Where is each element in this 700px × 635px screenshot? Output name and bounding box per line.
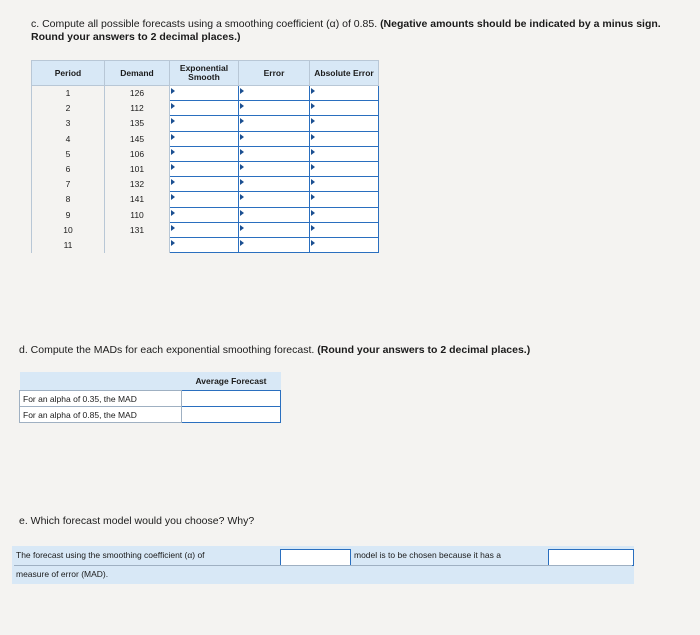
input-marker-icon	[240, 240, 244, 246]
error-input[interactable]	[239, 237, 310, 252]
input-marker-icon	[311, 210, 315, 216]
input-marker-icon	[240, 194, 244, 200]
exp-smooth-input[interactable]	[170, 146, 239, 161]
error-input[interactable]	[239, 192, 310, 207]
input-marker-icon	[240, 225, 244, 231]
table-row	[32, 86, 379, 101]
period-cell: 3	[32, 116, 105, 131]
error-input[interactable]	[239, 101, 310, 116]
absolute-error-input[interactable]	[310, 131, 379, 146]
error-input[interactable]	[239, 177, 310, 192]
input-marker-icon	[240, 149, 244, 155]
absolute-error-input[interactable]	[310, 177, 379, 192]
mad-header-average-forecast: Average Forecast	[182, 372, 281, 391]
absolute-error-input[interactable]	[310, 161, 379, 176]
sentence-divider	[14, 565, 632, 566]
mad-label-alpha-035: For an alpha of 0.35, the MAD	[20, 391, 182, 407]
input-marker-icon	[171, 225, 175, 231]
demand-cell: 110	[105, 207, 170, 222]
sentence-part-1: The forecast using the smoothing coefficient (α) of	[16, 550, 205, 560]
input-marker-icon	[240, 134, 244, 140]
smoothing-coefficient-input[interactable]	[280, 549, 351, 566]
period-cell: 7	[32, 177, 105, 192]
exp-smooth-input[interactable]	[170, 116, 239, 131]
input-marker-icon	[171, 103, 175, 109]
period-cell: 5	[32, 146, 105, 161]
mad-input-alpha-035[interactable]	[182, 391, 281, 407]
period-cell: 1	[32, 86, 105, 101]
header-period: Period	[32, 61, 105, 86]
input-marker-icon	[311, 164, 315, 170]
input-marker-icon	[240, 118, 244, 124]
error-input[interactable]	[239, 207, 310, 222]
absolute-error-input[interactable]	[310, 237, 379, 252]
input-marker-icon	[171, 118, 175, 124]
exp-smooth-input[interactable]	[170, 101, 239, 116]
table-row	[32, 192, 379, 207]
mad-table	[19, 372, 281, 423]
exp-smooth-input[interactable]	[170, 177, 239, 192]
demand-cell: 145	[105, 131, 170, 146]
part-c-text: c. Compute all possible forecasts using a smoothing coefficient (α) of 0.85.	[31, 18, 381, 30]
input-marker-icon	[311, 134, 315, 140]
table-row	[32, 116, 379, 131]
input-marker-icon	[240, 103, 244, 109]
input-marker-icon	[311, 149, 315, 155]
period-cell: 10	[32, 222, 105, 237]
part-c-bold-1: (Negative amounts should be indicated by a minus sign.	[380, 18, 661, 30]
input-marker-icon	[171, 194, 175, 200]
part-d-instructions	[19, 344, 530, 357]
mad-header-blank	[20, 372, 182, 391]
input-marker-icon	[240, 88, 244, 94]
table-row	[32, 101, 379, 116]
exp-smooth-input[interactable]	[170, 192, 239, 207]
input-marker-icon	[311, 103, 315, 109]
table-row	[32, 146, 379, 161]
absolute-error-input[interactable]	[310, 116, 379, 131]
header-error: Error	[239, 61, 310, 86]
input-marker-icon	[311, 194, 315, 200]
input-marker-icon	[171, 88, 175, 94]
input-marker-icon	[240, 210, 244, 216]
period-cell: 6	[32, 161, 105, 176]
period-cell: 4	[32, 131, 105, 146]
demand-cell: 106	[105, 146, 170, 161]
demand-cell: 101	[105, 161, 170, 176]
input-marker-icon	[311, 88, 315, 94]
demand-cell: 112	[105, 101, 170, 116]
forecast-table	[31, 60, 379, 253]
input-marker-icon	[171, 134, 175, 140]
exp-smooth-input[interactable]	[170, 222, 239, 237]
error-measure-input[interactable]	[548, 549, 634, 566]
exp-smooth-input[interactable]	[170, 86, 239, 101]
model-choice-sentence	[12, 546, 634, 584]
period-cell: 2	[32, 101, 105, 116]
demand-cell: 126	[105, 86, 170, 101]
sentence-part-3: measure of error (MAD).	[16, 569, 109, 579]
demand-cell: 131	[105, 222, 170, 237]
header-exponential-smooth	[170, 61, 239, 86]
table-row	[32, 237, 379, 252]
table-row	[32, 222, 379, 237]
error-input[interactable]	[239, 161, 310, 176]
input-marker-icon	[171, 210, 175, 216]
period-cell: 11	[32, 237, 105, 252]
table-row	[32, 177, 379, 192]
input-marker-icon	[311, 118, 315, 124]
exp-smooth-input[interactable]	[170, 237, 239, 252]
header-demand: Demand	[105, 61, 170, 86]
part-c-instructions	[31, 18, 671, 44]
absolute-error-input[interactable]	[310, 146, 379, 161]
error-input[interactable]	[239, 86, 310, 101]
absolute-error-input[interactable]	[310, 101, 379, 116]
mad-label-alpha-085: For an alpha of 0.85, the MAD	[20, 407, 182, 423]
error-input[interactable]	[239, 222, 310, 237]
input-marker-icon	[240, 179, 244, 185]
input-marker-icon	[311, 240, 315, 246]
input-marker-icon	[171, 240, 175, 246]
input-marker-icon	[311, 225, 315, 231]
input-marker-icon	[171, 164, 175, 170]
error-input[interactable]	[239, 131, 310, 146]
table-row	[32, 131, 379, 146]
part-e-question: e. Which forecast model would you choose? Why?	[19, 515, 255, 527]
input-marker-icon	[311, 179, 315, 185]
exp-smooth-input[interactable]	[170, 131, 239, 146]
exp-smooth-input[interactable]	[170, 161, 239, 176]
absolute-error-input[interactable]	[310, 222, 379, 237]
error-input[interactable]	[239, 116, 310, 131]
header-exp-line1: Exponential	[179, 63, 229, 73]
input-marker-icon	[171, 179, 175, 185]
period-cell: 9	[32, 207, 105, 222]
header-exp-line2: Smooth	[188, 72, 220, 82]
absolute-error-input[interactable]	[310, 86, 379, 101]
exp-smooth-input[interactable]	[170, 207, 239, 222]
demand-cell: 135	[105, 116, 170, 131]
demand-cell: 141	[105, 192, 170, 207]
sentence-part-2: model is to be chosen because it has a	[354, 550, 501, 560]
period-cell: 8	[32, 192, 105, 207]
table-row	[32, 161, 379, 176]
mad-input-alpha-085[interactable]	[182, 407, 281, 423]
demand-cell: 132	[105, 177, 170, 192]
error-input[interactable]	[239, 146, 310, 161]
demand-cell	[105, 237, 170, 252]
absolute-error-input[interactable]	[310, 207, 379, 222]
input-marker-icon	[240, 164, 244, 170]
part-d-text: d. Compute the MADs for each exponential smoothing forecast.	[19, 344, 318, 356]
input-marker-icon	[171, 149, 175, 155]
absolute-error-input[interactable]	[310, 192, 379, 207]
part-d-bold: (Round your answers to 2 decimal places.)	[317, 344, 531, 356]
table-row	[32, 207, 379, 222]
part-c-bold-2: Round your answers to 2 decimal places.)	[31, 31, 241, 43]
header-absolute-error: Absolute Error	[310, 61, 379, 86]
